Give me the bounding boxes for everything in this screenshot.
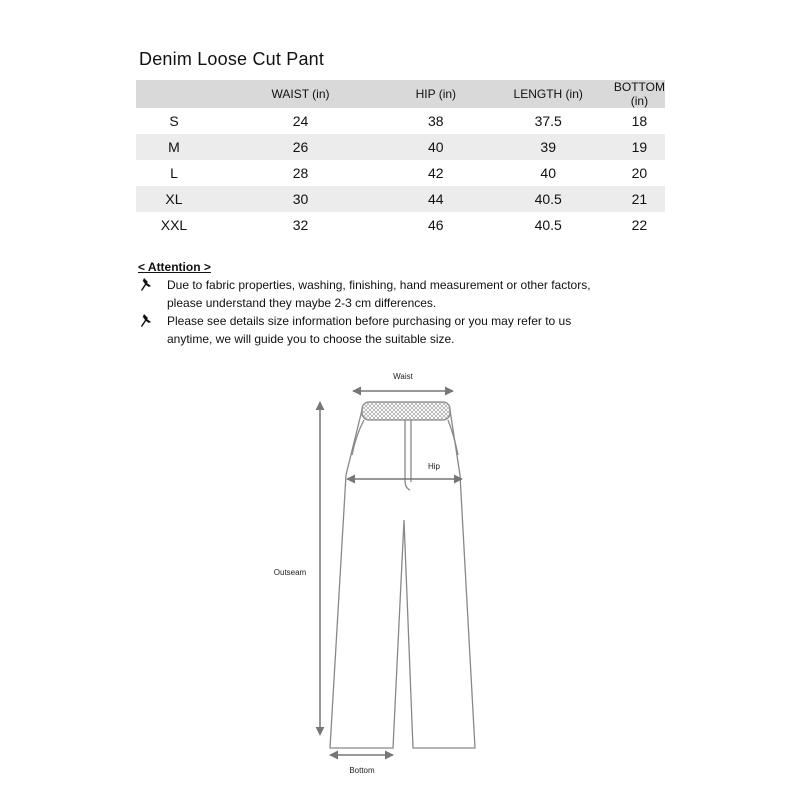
bottom-label: Bottom	[349, 766, 375, 775]
cell-hip: 40	[389, 134, 482, 160]
cell-length: 37.5	[534, 113, 562, 129]
attention-heading: < Attention >	[138, 260, 211, 274]
table-row	[136, 108, 665, 134]
cell-size: XL	[136, 186, 212, 212]
header-waist: WAIST (in)	[212, 80, 389, 108]
cell-bottom: 19	[614, 134, 665, 160]
cell-size: M	[136, 134, 212, 160]
size-chart-table	[136, 80, 665, 238]
header-length: LENGTH (in)	[483, 80, 614, 108]
table-row	[136, 186, 665, 212]
cell-length: 40	[540, 165, 556, 181]
header-hip: HIP (in)	[389, 80, 482, 108]
table-row	[136, 134, 665, 160]
pushpin-icon	[138, 313, 154, 329]
hip-label: Hip	[427, 462, 441, 471]
table-row	[136, 212, 665, 238]
cell-waist: 32	[292, 217, 309, 233]
header-size	[136, 80, 212, 108]
cell-length: 40.5	[534, 217, 562, 233]
cell-hip: 38	[428, 113, 444, 129]
cell-size: XXL	[160, 217, 188, 233]
page-title: Denim Loose Cut Pant	[139, 49, 325, 69]
cell-size: L	[170, 165, 178, 181]
cell-length: 40.5	[483, 186, 614, 212]
attention-note	[138, 312, 618, 348]
table-header-row	[136, 80, 665, 108]
waist-label: Waist	[393, 372, 413, 381]
cell-hip: 44	[389, 186, 482, 212]
cell-bottom: 20	[631, 165, 648, 181]
attention-note-text: Please see details size information before purchasing or you may refer to us anytime, we will guide you to choose the suitable size.	[167, 314, 572, 346]
waistband	[362, 402, 450, 420]
cell-bottom: 18	[631, 113, 648, 129]
pushpin-icon	[138, 277, 154, 293]
cell-bottom: 21	[614, 186, 665, 212]
cell-length: 39	[483, 134, 614, 160]
cell-bottom: 22	[631, 217, 648, 233]
cell-waist: 24	[292, 113, 309, 129]
attention-note-text: Due to fabric properties, washing, finishing, hand measurement or other factors, please understand they maybe 2-3 cm differences.	[167, 278, 591, 310]
pant-measurement-diagram	[0, 360, 800, 790]
cell-hip: 46	[428, 217, 444, 233]
cell-size: S	[169, 113, 179, 129]
cell-waist: 26	[212, 134, 389, 160]
pant-outline	[330, 402, 475, 748]
cell-hip: 42	[428, 165, 444, 181]
cell-waist: 30	[212, 186, 389, 212]
outseam-label: Outseam	[273, 568, 307, 577]
attention-note	[138, 276, 618, 312]
table-row	[136, 160, 665, 186]
cell-waist: 28	[292, 165, 309, 181]
header-bottom: BOTTOM (in)	[613, 80, 665, 108]
